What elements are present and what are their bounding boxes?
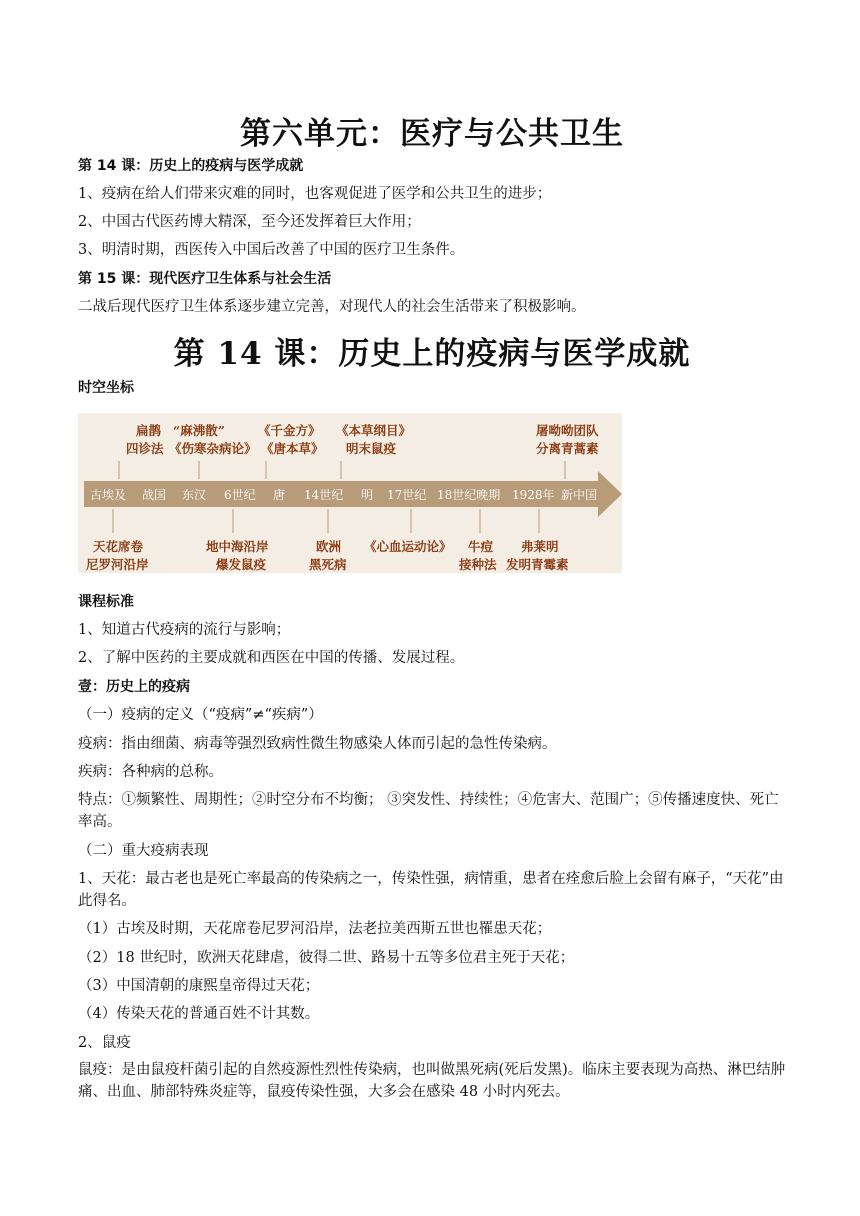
timeline-bottom-label: 欧洲 (316, 539, 342, 554)
timeline-heading: 时空坐标 (78, 380, 134, 396)
timeline-era: 18世纪晚期 (437, 488, 501, 502)
timeline-era: 唐 (273, 488, 286, 502)
timeline-bottom-label: 《心血运动论》 (364, 539, 452, 554)
timeline-top-label: 分离青蒿素 (536, 441, 599, 456)
timeline-bottom-label: 黑死病 (309, 557, 347, 572)
smallpox-item: （1）古埃及时期，天花席卷尼罗河沿岸，法老拉美西斯五世也罹患天花； (78, 921, 552, 937)
definition-jibing: 疾病：各种病的总称。 (78, 764, 223, 780)
definition-yibing: 疫病：指由细菌、病毒等强烈致病性微生物感染人体而引起的急性传染病。 (78, 736, 557, 752)
timeline-era: 17世纪 (387, 488, 427, 502)
timeline-top-label: 《伤寒杂病论》 (169, 441, 257, 456)
timeline-top-label: 四诊法 (126, 441, 164, 456)
lesson15-summary-heading: 第 15 课：现代医疗卫生体系与社会生活 (78, 271, 332, 287)
timeline-era: 新中国 (561, 488, 598, 502)
standard-item: 2、了解中医药的主要成就和西医在中国的传播、发展过程。 (78, 650, 465, 666)
timeline-bottom-label: 接种法 (459, 557, 497, 572)
timeline-bottom-label: 发明青霉素 (506, 557, 569, 572)
smallpox-item: （3）中国清朝的康熙皇帝得过天花； (78, 978, 320, 994)
smallpox-item: （4）传染天花的普通百姓不计其数。 (78, 1006, 320, 1022)
timeline-bottom-label: 弗莱明 (521, 539, 559, 554)
timeline-top-label: 明末鼠疫 (346, 441, 397, 456)
definition-heading: （一）疫病的定义（“疫病”≠“疾病”） (78, 707, 323, 723)
timeline-era: 东汉 (182, 488, 207, 502)
smallpox-item: （2）18 世纪时，欧洲天花肆虐，彼得二世、路易十五等多位君主死于天花； (78, 950, 575, 966)
timeline-era: 14世纪 (304, 488, 344, 502)
plague-paragraph: 鼠疫：是由鼠疫杆菌引起的自然疫源性烈性传染病，也叫做黑死病(死后发黑)。临床主要表现为高热、淋巴结肿痛、出血、肺部特殊炎症等，鼠疫传染性强，大多会在感染 48 小时内死去。 (78, 1062, 786, 1100)
timeline-top-label: 《唐本草》 (261, 441, 324, 456)
timeline-top-label: 扁鹊 (136, 423, 162, 438)
lesson14-point: 1、疫病在给人们带来灾难的同时，也客观促进了医学和公共卫生的进步； (78, 186, 552, 202)
smallpox-paragraph: 1、天花：最古老也是死亡率最高的传染病之一，传染性强，病情重，患者在痊愈后脸上会留有麻子，“天花”由此得名。 (78, 871, 784, 909)
lesson14-point: 2、中国古代医药博大精深，至今还发挥着巨大作用； (78, 214, 421, 230)
timeline-era: 明 (361, 488, 374, 502)
timeline-era: 战国 (142, 488, 167, 502)
major-heading: （二）重大疫病表现 (78, 843, 209, 859)
features-paragraph: 特点：①频繁性、周期性；②时空分布不均衡； ③突发性、持续性；④危害大、范围广；⑤传播速度快、死亡率高。 (78, 792, 779, 830)
timeline-top-label: 屠呦呦团队 (536, 423, 599, 438)
lesson14-summary-heading: 第 14 课：历史上的疫病与医学成就 (78, 158, 304, 174)
timeline-bottom-label: 天花席卷 (93, 539, 144, 554)
lesson15-point: 二战后现代医疗卫生体系逐步建立完善，对现代人的社会生活带来了积极影响。 (78, 299, 586, 315)
timeline-bottom-label: 爆发鼠疫 (216, 557, 267, 572)
timeline-era: 古埃及 (90, 488, 127, 502)
timeline-era: 6世纪 (224, 488, 256, 502)
section1-heading: 壹：历史上的疫病 (78, 679, 190, 695)
unit-title: 第六单元：医疗与公共卫生 (240, 116, 624, 152)
plague-heading: 2、鼠疫 (78, 1035, 131, 1051)
timeline-top-label: “麻沸散” (173, 423, 225, 438)
timeline-era: 1928年 (512, 488, 555, 502)
timeline-bottom-label: 尼罗河沿岸 (86, 557, 149, 572)
timeline-bottom-label: 牛痘 (468, 539, 494, 554)
timeline-top-label: 《本草纲目》 (336, 423, 412, 438)
timeline-top-label: 《千金方》 (258, 423, 321, 438)
lesson-title: 第 14 课：历史上的疫病与医学成就 (173, 336, 691, 372)
standard-item: 1、知道古代疫病的流行与影响； (78, 622, 291, 638)
standards-heading: 课程标准 (78, 594, 134, 610)
timeline-bottom-label: 地中海沿岸 (206, 539, 269, 554)
lesson14-point: 3、明清时期，西医传入中国后改善了中国的医疗卫生条件。 (78, 242, 465, 258)
timeline-figure (78, 413, 622, 573)
